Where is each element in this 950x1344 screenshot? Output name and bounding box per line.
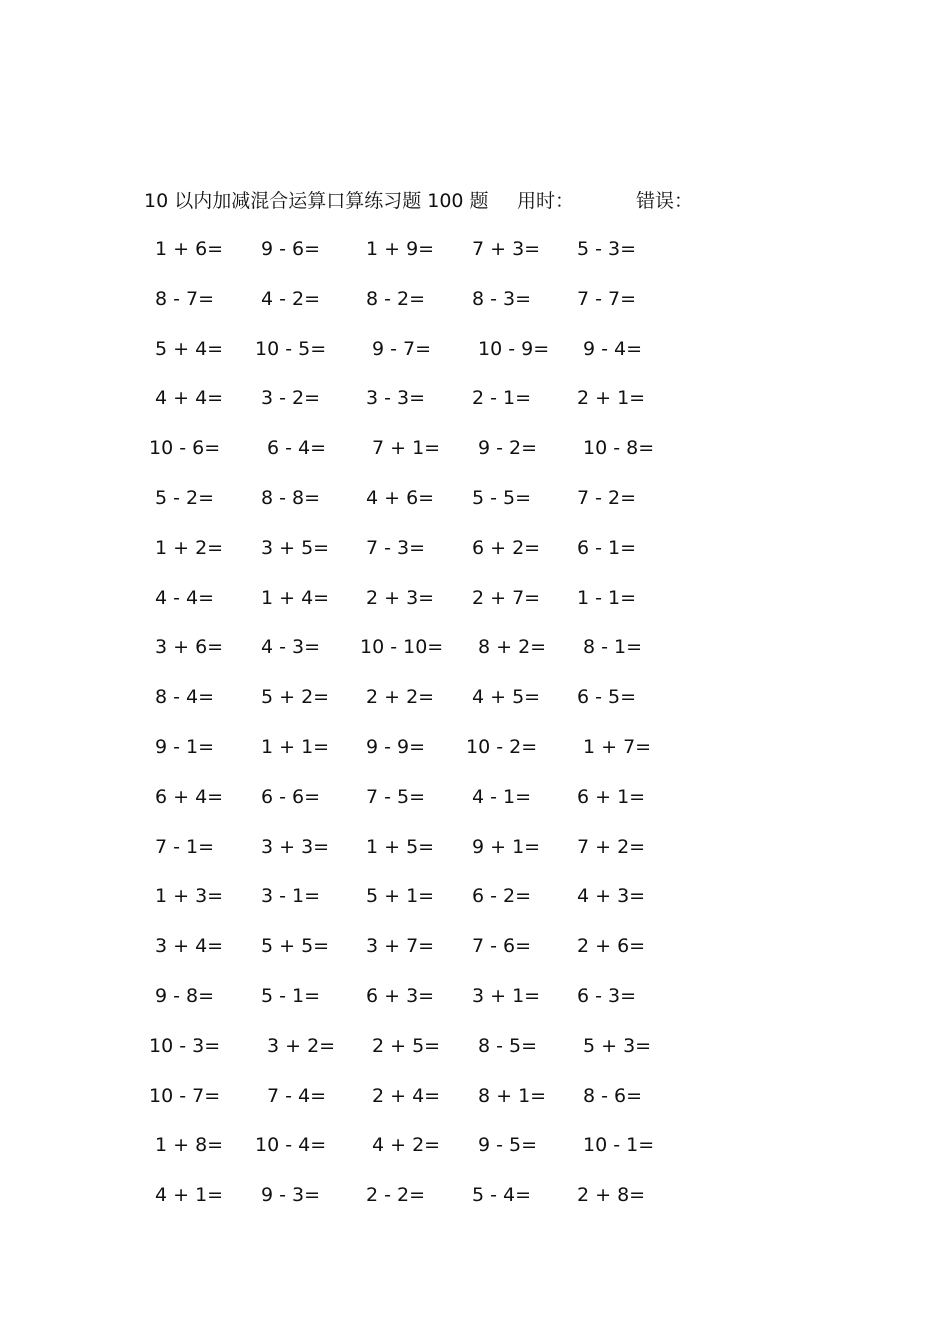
arithmetic-problem: 8 + 1= xyxy=(478,1084,547,1107)
arithmetic-problem: 10 - 1= xyxy=(583,1134,655,1157)
problem-row xyxy=(0,1130,950,1180)
arithmetic-problem: 7 - 4= xyxy=(267,1084,327,1107)
arithmetic-problem: 4 + 2= xyxy=(372,1134,441,1157)
arithmetic-problem: 5 - 5= xyxy=(472,486,532,509)
arithmetic-problem: 7 - 6= xyxy=(472,935,532,958)
arithmetic-problem: 5 + 3= xyxy=(583,1034,652,1057)
arithmetic-problem: 3 + 4= xyxy=(155,935,224,958)
arithmetic-problem: 4 + 4= xyxy=(155,387,224,410)
arithmetic-problem: 1 + 1= xyxy=(261,735,330,758)
time-label: 用时： xyxy=(517,190,575,212)
problem-grid xyxy=(0,234,950,1230)
problem-row xyxy=(0,383,950,433)
arithmetic-problem: 9 - 9= xyxy=(366,735,426,758)
worksheet-title: 10 以内加减混合运算口算练习题 100 题 xyxy=(144,190,489,212)
arithmetic-problem: 5 - 1= xyxy=(261,984,321,1007)
arithmetic-problem: 7 - 1= xyxy=(155,835,215,858)
arithmetic-problem: 6 - 4= xyxy=(267,437,327,460)
arithmetic-problem: 6 + 4= xyxy=(155,785,224,808)
error-label: 错误： xyxy=(636,190,694,212)
problem-row xyxy=(0,881,950,931)
arithmetic-problem: 6 - 6= xyxy=(261,785,321,808)
arithmetic-problem: 2 + 1= xyxy=(577,387,646,410)
arithmetic-problem: 6 - 2= xyxy=(472,885,532,908)
arithmetic-problem: 5 + 5= xyxy=(261,935,330,958)
arithmetic-problem: 4 + 1= xyxy=(155,1184,224,1207)
arithmetic-problem: 2 + 6= xyxy=(577,935,646,958)
arithmetic-problem: 2 + 2= xyxy=(366,686,435,709)
arithmetic-problem: 9 - 8= xyxy=(155,984,215,1007)
arithmetic-problem: 1 + 2= xyxy=(155,536,224,559)
arithmetic-problem: 5 - 3= xyxy=(577,238,637,260)
problem-row xyxy=(0,782,950,832)
arithmetic-problem: 3 - 3= xyxy=(366,387,426,410)
problem-row xyxy=(0,732,950,782)
arithmetic-problem: 9 - 3= xyxy=(261,1184,321,1207)
arithmetic-problem: 8 + 2= xyxy=(478,636,547,659)
arithmetic-problem: 10 - 7= xyxy=(149,1084,221,1107)
worksheet-header xyxy=(0,186,950,216)
arithmetic-problem: 7 + 1= xyxy=(372,437,441,460)
arithmetic-problem: 3 + 7= xyxy=(366,935,435,958)
problem-row xyxy=(0,1081,950,1131)
arithmetic-problem: 7 + 3= xyxy=(472,238,541,260)
arithmetic-problem: 9 - 6= xyxy=(261,238,321,260)
arithmetic-problem: 8 - 5= xyxy=(478,1034,538,1057)
problem-row xyxy=(0,832,950,882)
arithmetic-problem: 6 + 3= xyxy=(366,984,435,1007)
arithmetic-problem: 6 - 1= xyxy=(577,536,637,559)
arithmetic-problem: 9 - 5= xyxy=(478,1134,538,1157)
arithmetic-problem: 8 - 8= xyxy=(261,486,321,509)
arithmetic-problem: 4 - 2= xyxy=(261,287,321,310)
arithmetic-problem: 4 - 3= xyxy=(261,636,321,659)
arithmetic-problem: 4 + 3= xyxy=(577,885,646,908)
problem-row xyxy=(0,433,950,483)
arithmetic-problem: 7 - 7= xyxy=(577,287,637,310)
arithmetic-problem: 6 + 2= xyxy=(472,536,541,559)
arithmetic-problem: 1 + 5= xyxy=(366,835,435,858)
arithmetic-problem: 3 - 2= xyxy=(261,387,321,410)
arithmetic-problem: 1 + 6= xyxy=(155,238,224,260)
problem-row xyxy=(0,981,950,1031)
arithmetic-problem: 4 - 1= xyxy=(472,785,532,808)
arithmetic-problem: 1 + 9= xyxy=(366,238,435,260)
arithmetic-problem: 10 - 10= xyxy=(360,636,444,659)
arithmetic-problem: 6 - 5= xyxy=(577,686,637,709)
arithmetic-problem: 4 - 4= xyxy=(155,586,215,609)
arithmetic-problem: 8 - 3= xyxy=(472,287,532,310)
arithmetic-problem: 1 - 1= xyxy=(577,586,637,609)
problem-row xyxy=(0,284,950,334)
arithmetic-problem: 4 + 6= xyxy=(366,486,435,509)
arithmetic-problem: 3 - 1= xyxy=(261,885,321,908)
arithmetic-problem: 2 + 3= xyxy=(366,586,435,609)
arithmetic-problem: 3 + 6= xyxy=(155,636,224,659)
arithmetic-problem: 7 - 3= xyxy=(366,536,426,559)
arithmetic-problem: 5 + 4= xyxy=(155,337,224,360)
problem-row xyxy=(0,483,950,533)
arithmetic-problem: 10 - 9= xyxy=(478,337,550,360)
arithmetic-problem: 10 - 5= xyxy=(255,337,327,360)
problem-row xyxy=(0,334,950,384)
problem-row xyxy=(0,234,950,284)
arithmetic-problem: 6 - 3= xyxy=(577,984,637,1007)
arithmetic-problem: 10 - 4= xyxy=(255,1134,327,1157)
arithmetic-problem: 9 - 2= xyxy=(478,437,538,460)
arithmetic-problem: 6 + 1= xyxy=(577,785,646,808)
arithmetic-problem: 8 - 7= xyxy=(155,287,215,310)
arithmetic-problem: 2 + 8= xyxy=(577,1184,646,1207)
problem-row xyxy=(0,931,950,981)
problem-row xyxy=(0,682,950,732)
arithmetic-problem: 5 - 4= xyxy=(472,1184,532,1207)
arithmetic-problem: 8 - 2= xyxy=(366,287,426,310)
arithmetic-problem: 2 - 1= xyxy=(472,387,532,410)
problem-row xyxy=(0,1031,950,1081)
arithmetic-problem: 1 + 8= xyxy=(155,1134,224,1157)
arithmetic-problem: 9 + 1= xyxy=(472,835,541,858)
arithmetic-problem: 8 - 1= xyxy=(583,636,643,659)
arithmetic-problem: 1 + 4= xyxy=(261,586,330,609)
problem-row xyxy=(0,533,950,583)
arithmetic-problem: 9 - 7= xyxy=(372,337,432,360)
arithmetic-problem: 7 - 5= xyxy=(366,785,426,808)
arithmetic-problem: 2 + 7= xyxy=(472,586,541,609)
arithmetic-problem: 5 + 1= xyxy=(366,885,435,908)
arithmetic-problem: 2 - 2= xyxy=(366,1184,426,1207)
arithmetic-problem: 3 + 1= xyxy=(472,984,541,1007)
arithmetic-problem: 5 + 2= xyxy=(261,686,330,709)
arithmetic-problem: 4 + 5= xyxy=(472,686,541,709)
arithmetic-problem: 5 - 2= xyxy=(155,486,215,509)
arithmetic-problem: 3 + 3= xyxy=(261,835,330,858)
problem-row xyxy=(0,583,950,633)
arithmetic-problem: 10 - 6= xyxy=(149,437,221,460)
problem-row xyxy=(0,632,950,682)
arithmetic-problem: 9 - 4= xyxy=(583,337,643,360)
arithmetic-problem: 1 + 7= xyxy=(583,735,652,758)
arithmetic-problem: 1 + 3= xyxy=(155,885,224,908)
arithmetic-problem: 3 + 5= xyxy=(261,536,330,559)
arithmetic-problem: 9 - 1= xyxy=(155,735,215,758)
arithmetic-problem: 8 - 4= xyxy=(155,686,215,709)
arithmetic-problem: 2 + 5= xyxy=(372,1034,441,1057)
arithmetic-problem: 2 + 4= xyxy=(372,1084,441,1107)
arithmetic-problem: 3 + 2= xyxy=(267,1034,336,1057)
problem-row xyxy=(0,1180,950,1230)
arithmetic-problem: 8 - 6= xyxy=(583,1084,643,1107)
arithmetic-problem: 10 - 3= xyxy=(149,1034,221,1057)
arithmetic-problem: 10 - 2= xyxy=(466,735,538,758)
arithmetic-problem: 7 + 2= xyxy=(577,835,646,858)
arithmetic-problem: 7 - 2= xyxy=(577,486,637,509)
arithmetic-problem: 10 - 8= xyxy=(583,437,655,460)
